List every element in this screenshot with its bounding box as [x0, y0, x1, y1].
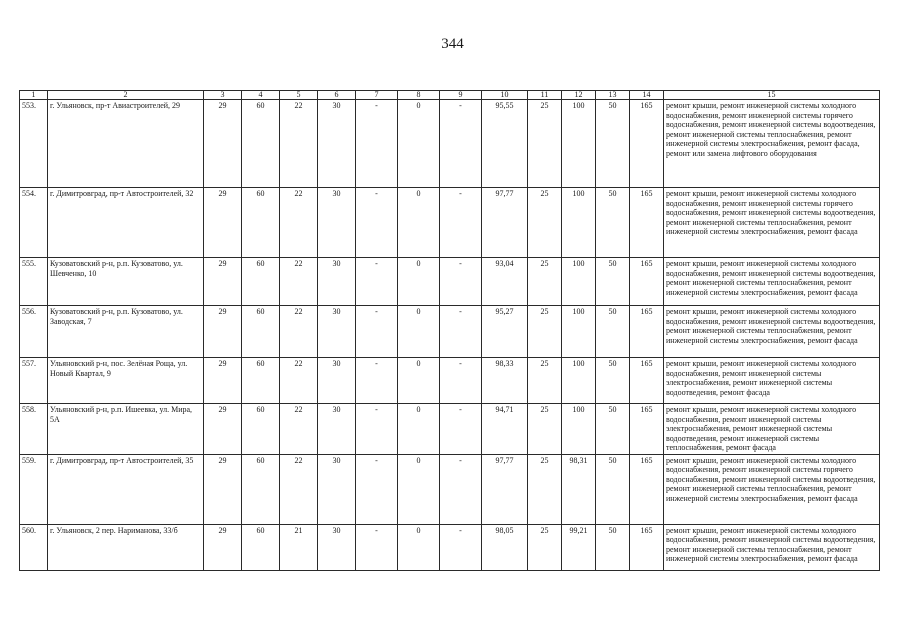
repair-works-cell: ремонт крыши, ремонт инженерной системы холодного водоснабжения, ремонт инженерной системы водоотведения, ремонт инженерной системы теплоснабжения, ремонт инженерной системы электроснабжения, ремонт фасада	[664, 524, 880, 570]
value-cell: 60	[242, 188, 280, 258]
value-cell: 22	[280, 258, 318, 306]
table-row	[20, 524, 880, 570]
repair-works-cell: ремонт крыши, ремонт инженерной системы холодного водоснабжения, ремонт инженерной системы электроснабжения, ремонт инженерной системы водоотведения, ремонт фасада	[664, 358, 880, 404]
value-cell: 25	[528, 524, 562, 570]
value-cell: 0	[398, 404, 440, 455]
value-cell: 100	[562, 358, 596, 404]
value-cell: 50	[596, 524, 630, 570]
table-row	[20, 258, 880, 306]
repair-works-cell: ремонт крыши, ремонт инженерной системы холодного водоснабжения, ремонт инженерной системы водоотведения, ремонт инженерной системы теплоснабжения, ремонт инженерной системы электроснабжения, ремонт фасада	[664, 306, 880, 358]
repair-works-cell: ремонт крыши, ремонт инженерной системы холодного водоснабжения, ремонт инженерной системы горячего водоснабжения, ремонт инженерной системы водоотведения, ремонт инженерной системы теплоснабжения, ремонт инженерной системы электроснабжения, ремонт фасада	[664, 188, 880, 258]
value-cell: -	[440, 306, 482, 358]
value-cell: 60	[242, 454, 280, 524]
value-cell: 50	[596, 454, 630, 524]
value-cell: -	[356, 188, 398, 258]
value-cell: 30	[318, 306, 356, 358]
value-cell: 95,55	[482, 100, 528, 188]
value-cell: -	[440, 258, 482, 306]
value-cell: 60	[242, 258, 280, 306]
value-cell: 165	[630, 454, 664, 524]
value-cell: 94,71	[482, 404, 528, 455]
value-cell: 165	[630, 524, 664, 570]
value-cell: 25	[528, 188, 562, 258]
value-cell: 30	[318, 454, 356, 524]
value-cell: 22	[280, 404, 318, 455]
row-number-cell: 553.	[20, 100, 48, 188]
row-number-cell: 557.	[20, 358, 48, 404]
value-cell: 21	[280, 524, 318, 570]
value-cell: 165	[630, 358, 664, 404]
address-cell: г. Димитровград, пр-т Автостроителей, 35	[48, 454, 204, 524]
value-cell: 165	[630, 404, 664, 455]
value-cell: -	[356, 524, 398, 570]
column-header: 10	[482, 91, 528, 100]
row-number-cell: 559.	[20, 454, 48, 524]
column-header: 7	[356, 91, 398, 100]
value-cell: 95,27	[482, 306, 528, 358]
value-cell: 50	[596, 358, 630, 404]
value-cell: 25	[528, 306, 562, 358]
repair-works-cell: ремонт крыши, ремонт инженерной системы холодного водоснабжения, ремонт инженерной системы горячего водоснабжения, ремонт инженерной системы водоотведения, ремонт инженерной системы теплоснабжения, ремонт инженерной системы электроснабжения, ремонт фасада, ремонт или замена лифтового оборудования	[664, 100, 880, 188]
column-header: 2	[48, 91, 204, 100]
value-cell: 60	[242, 358, 280, 404]
value-cell: 30	[318, 258, 356, 306]
value-cell: 22	[280, 454, 318, 524]
value-cell: 165	[630, 100, 664, 188]
value-cell: -	[440, 524, 482, 570]
table-row	[20, 100, 880, 188]
address-cell: Кузоватовский р-н, р.п. Кузоватово, ул. Заводская, 7	[48, 306, 204, 358]
row-number-cell: 560.	[20, 524, 48, 570]
value-cell: 60	[242, 306, 280, 358]
repair-works-cell: ремонт крыши, ремонт инженерной системы холодного водоснабжения, ремонт инженерной системы горячего водоснабжения, ремонт инженерной системы водоотведения, ремонт инженерной системы теплоснабжения, ремонт инженерной системы электроснабжения, ремонт фасада	[664, 454, 880, 524]
value-cell: 98,05	[482, 524, 528, 570]
value-cell: 29	[204, 454, 242, 524]
value-cell: 100	[562, 188, 596, 258]
value-cell: 30	[318, 404, 356, 455]
value-cell: 25	[528, 100, 562, 188]
value-cell: -	[440, 404, 482, 455]
table-row	[20, 188, 880, 258]
value-cell: -	[440, 358, 482, 404]
value-cell: 29	[204, 100, 242, 188]
value-cell: 60	[242, 404, 280, 455]
value-cell: 0	[398, 100, 440, 188]
value-cell: -	[440, 454, 482, 524]
value-cell: 50	[596, 306, 630, 358]
value-cell: 30	[318, 524, 356, 570]
column-header: 15	[664, 91, 880, 100]
value-cell: -	[356, 258, 398, 306]
column-header: 4	[242, 91, 280, 100]
value-cell: -	[356, 100, 398, 188]
value-cell: 50	[596, 258, 630, 306]
value-cell: 50	[596, 188, 630, 258]
value-cell: 93,04	[482, 258, 528, 306]
repair-works-cell: ремонт крыши, ремонт инженерной системы холодного водоснабжения, ремонт инженерной системы электроснабжения, ремонт инженерной системы водоотведения, ремонт инженерной системы теплоснабжения, ремонт фасада	[664, 404, 880, 455]
value-cell: 22	[280, 100, 318, 188]
value-cell: 0	[398, 306, 440, 358]
column-header: 14	[630, 91, 664, 100]
value-cell: 29	[204, 306, 242, 358]
value-cell: 97,77	[482, 454, 528, 524]
value-cell: 99,21	[562, 524, 596, 570]
value-cell: 100	[562, 258, 596, 306]
value-cell: 30	[318, 188, 356, 258]
value-cell: -	[356, 404, 398, 455]
value-cell: -	[356, 306, 398, 358]
row-number-cell: 555.	[20, 258, 48, 306]
value-cell: 0	[398, 188, 440, 258]
value-cell: -	[356, 358, 398, 404]
value-cell: 100	[562, 100, 596, 188]
address-cell: Кузоватовский р-н, р.п. Кузоватово, ул. Шевченко, 10	[48, 258, 204, 306]
column-header: 8	[398, 91, 440, 100]
value-cell: 29	[204, 258, 242, 306]
value-cell: 30	[318, 358, 356, 404]
repair-works-cell: ремонт крыши, ремонт инженерной системы холодного водоснабжения, ремонт инженерной системы водоотведения, ремонт инженерной системы теплоснабжения, ремонт инженерной системы электроснабжения, ремонт фасада	[664, 258, 880, 306]
value-cell: 97,77	[482, 188, 528, 258]
value-cell: 22	[280, 188, 318, 258]
row-number-cell: 556.	[20, 306, 48, 358]
column-header: 9	[440, 91, 482, 100]
value-cell: 22	[280, 306, 318, 358]
value-cell: 0	[398, 358, 440, 404]
value-cell: 100	[562, 404, 596, 455]
address-cell: Ульяновский р-н, пос. Зелёная Роща, ул. Новый Квартал, 9	[48, 358, 204, 404]
buildings-table	[19, 90, 880, 571]
value-cell: 165	[630, 258, 664, 306]
table-row	[20, 306, 880, 358]
value-cell: 29	[204, 358, 242, 404]
value-cell: 50	[596, 100, 630, 188]
value-cell: 0	[398, 454, 440, 524]
value-cell: 165	[630, 306, 664, 358]
column-header: 6	[318, 91, 356, 100]
value-cell: 0	[398, 258, 440, 306]
address-cell: г. Димитровград, пр-т Автостроителей, 32	[48, 188, 204, 258]
value-cell: 25	[528, 258, 562, 306]
value-cell: -	[440, 100, 482, 188]
value-cell: 29	[204, 188, 242, 258]
address-cell: г. Ульяновск, 2 пер. Нариманова, 33/б	[48, 524, 204, 570]
row-number-cell: 558.	[20, 404, 48, 455]
value-cell: 25	[528, 404, 562, 455]
value-cell: 60	[242, 100, 280, 188]
value-cell: 25	[528, 454, 562, 524]
value-cell: 25	[528, 358, 562, 404]
column-header: 12	[562, 91, 596, 100]
column-header: 5	[280, 91, 318, 100]
column-header: 1	[20, 91, 48, 100]
table-row	[20, 454, 880, 524]
table-row	[20, 358, 880, 404]
value-cell: 0	[398, 524, 440, 570]
value-cell: -	[440, 188, 482, 258]
table-row	[20, 404, 880, 455]
value-cell: 98,31	[562, 454, 596, 524]
value-cell: -	[356, 454, 398, 524]
page-number: 344	[441, 36, 464, 52]
value-cell: 60	[242, 524, 280, 570]
value-cell: 29	[204, 404, 242, 455]
value-cell: 165	[630, 188, 664, 258]
value-cell: 30	[318, 100, 356, 188]
value-cell: 100	[562, 306, 596, 358]
column-header: 13	[596, 91, 630, 100]
value-cell: 50	[596, 404, 630, 455]
column-number-row	[20, 91, 880, 100]
row-number-cell: 554.	[20, 188, 48, 258]
column-header: 11	[528, 91, 562, 100]
value-cell: 98,33	[482, 358, 528, 404]
address-cell: Ульяновский р-н, р.п. Ишеевка, ул. Мира, 5А	[48, 404, 204, 455]
value-cell: 29	[204, 524, 242, 570]
value-cell: 22	[280, 358, 318, 404]
column-header: 3	[204, 91, 242, 100]
address-cell: г. Ульяновск, пр-т Авиастроителей, 29	[48, 100, 204, 188]
